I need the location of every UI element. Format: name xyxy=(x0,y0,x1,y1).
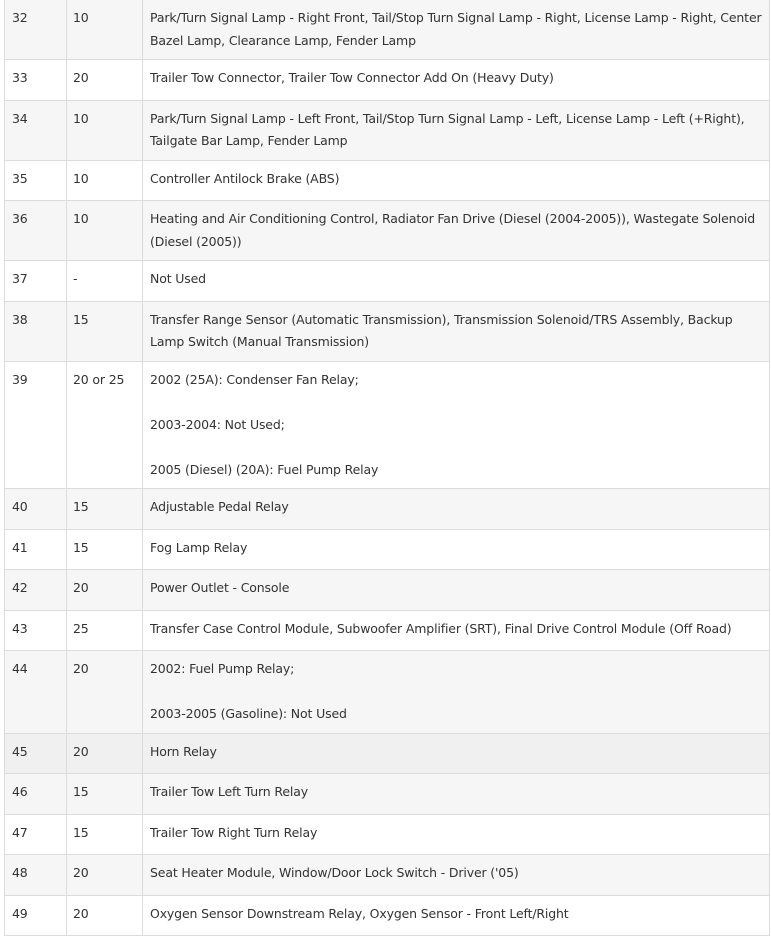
ampere-rating-cell: 10 xyxy=(67,0,143,60)
protected-circuit-cell xyxy=(143,160,770,201)
ampere-rating-cell: 15 xyxy=(67,814,143,855)
ampere-rating-cell: 15 xyxy=(67,529,143,570)
circuit-description: Park/Turn Signal Lamp - Right Front, Tail/Stop Turn Signal Lamp - Right, License Lamp - Right, Center Bazel Lamp, Clearance Lamp, Fender Lamp xyxy=(150,10,762,48)
fuse-number-cell: 48 xyxy=(5,855,67,896)
fuse-number-cell: 41 xyxy=(5,529,67,570)
fuse-number-cell: 42 xyxy=(5,570,67,611)
circuit-description: Horn Relay xyxy=(150,743,217,759)
protected-circuit-cell xyxy=(143,529,770,570)
line-spacer xyxy=(150,391,763,414)
fuse-number-cell: 43 xyxy=(5,610,67,651)
protected-circuit-cell xyxy=(143,570,770,611)
circuit-description: Controller Antilock Brake (ABS) xyxy=(150,170,340,186)
table-row xyxy=(5,60,770,101)
fuse-number-cell: 39 xyxy=(5,361,67,489)
fuse-number-cell: 38 xyxy=(5,301,67,361)
table-row xyxy=(5,100,770,160)
circuit-description: 2003-2004: Not Used; xyxy=(150,416,285,432)
protected-circuit-cell xyxy=(143,301,770,361)
circuit-description: Not Used xyxy=(150,271,206,286)
ampere-rating-cell: 15 xyxy=(67,301,143,361)
ampere-rating-cell: 25 xyxy=(67,610,143,651)
ampere-rating-cell: 20 xyxy=(67,60,143,101)
ampere-rating-cell: 20 xyxy=(67,855,143,896)
protected-circuit-cell xyxy=(143,489,770,530)
table-row xyxy=(5,261,770,302)
table-row xyxy=(5,733,770,774)
ampere-rating-cell: 15 xyxy=(67,774,143,815)
protected-circuit-cell xyxy=(143,733,770,774)
table-row xyxy=(5,895,770,936)
circuit-description: Trailer Tow Connector, Trailer Tow Connector Add On (Heavy Duty) xyxy=(150,70,554,85)
table-row xyxy=(5,361,770,489)
table-row xyxy=(5,160,770,201)
protected-circuit-cell xyxy=(143,651,770,734)
fuse-number-cell: 44 xyxy=(5,651,67,734)
table-row xyxy=(5,301,770,361)
circuit-description: 2003-2005 (Gasoline): Not Used xyxy=(150,706,347,721)
fuse-number-cell: 35 xyxy=(5,160,67,201)
table-row xyxy=(5,201,770,261)
circuit-description: Transfer Range Sensor (Automatic Transmission), Transmission Solenoid/TRS Assembly, Backup Lamp Switch (Manual Transmission) xyxy=(150,311,733,349)
circuit-description: Power Outlet - Console xyxy=(150,580,290,595)
table-row xyxy=(5,814,770,855)
fuse-number-cell: 36 xyxy=(5,201,67,261)
protected-circuit-cell xyxy=(143,0,770,60)
fuse-number-cell: 45 xyxy=(5,733,67,774)
protected-circuit-cell xyxy=(143,201,770,261)
circuit-description: Transfer Case Control Module, Subwoofer Amplifier (SRT), Final Drive Control Module (Off Road) xyxy=(150,620,732,636)
circuit-description: Heating and Air Conditioning Control, Radiator Fan Drive (Diesel (2004-2005)), Wastegate Solenoid (Diesel (2005)) xyxy=(150,211,756,249)
circuit-description: Seat Heater Module, Window/Door Lock Switch - Driver ('05) xyxy=(150,865,519,880)
ampere-rating-cell: 10 xyxy=(67,201,143,261)
ampere-rating-cell: 20 xyxy=(67,733,143,774)
table-row xyxy=(5,651,770,734)
table-row xyxy=(5,489,770,530)
ampere-rating-cell: 20 xyxy=(67,651,143,734)
fuse-number-cell: 47 xyxy=(5,814,67,855)
table-row xyxy=(5,610,770,651)
fuse-number-cell: 34 xyxy=(5,100,67,160)
ampere-rating-cell: 10 xyxy=(67,160,143,201)
protected-circuit-cell xyxy=(143,60,770,101)
fuse-table xyxy=(4,0,770,936)
protected-circuit-cell xyxy=(143,814,770,855)
line-spacer xyxy=(150,681,763,704)
table-row xyxy=(5,855,770,896)
ampere-rating-cell: 10 xyxy=(67,100,143,160)
fuse-number-cell: 37 xyxy=(5,261,67,302)
circuit-description: 2002 (25A): Condenser Fan Relay; xyxy=(150,371,359,387)
table-row xyxy=(5,570,770,611)
ampere-rating-cell: 20 xyxy=(67,570,143,611)
ampere-rating-cell: 20 or 25 xyxy=(67,361,143,489)
protected-circuit-cell xyxy=(143,261,770,302)
protected-circuit-cell xyxy=(143,774,770,815)
circuit-description: Fog Lamp Relay xyxy=(150,539,248,555)
table-row xyxy=(5,529,770,570)
protected-circuit-cell xyxy=(143,361,770,489)
protected-circuit-cell xyxy=(143,100,770,160)
circuit-description: 2005 (Diesel) (20A): Fuel Pump Relay xyxy=(150,461,379,477)
fuse-number-cell: 40 xyxy=(5,489,67,530)
circuit-description: Trailer Tow Left Turn Relay xyxy=(150,784,308,799)
circuit-description: Park/Turn Signal Lamp - Left Front, Tail/Stop Turn Signal Lamp - Left, License Lamp - Left (+Right), Tailgate Bar Lamp, Fender Lamp xyxy=(150,110,745,148)
table-row xyxy=(5,774,770,815)
circuit-description: Adjustable Pedal Relay xyxy=(150,499,289,514)
circuit-description: Trailer Tow Right Turn Relay xyxy=(150,824,318,840)
protected-circuit-cell xyxy=(143,855,770,896)
fuse-number-cell: 46 xyxy=(5,774,67,815)
ampere-rating-cell: 20 xyxy=(67,895,143,936)
ampere-rating-cell: 15 xyxy=(67,489,143,530)
protected-circuit-cell xyxy=(143,610,770,651)
fuse-table-body xyxy=(5,0,770,936)
circuit-description: Oxygen Sensor Downstream Relay, Oxygen Sensor - Front Left/Right xyxy=(150,905,569,921)
circuit-description: 2002: Fuel Pump Relay; xyxy=(150,661,295,676)
fuse-number-cell: 33 xyxy=(5,60,67,101)
line-spacer xyxy=(150,436,763,459)
table-row xyxy=(5,0,770,60)
fuse-number-cell: 32 xyxy=(5,0,67,60)
protected-circuit-cell xyxy=(143,895,770,936)
ampere-rating-cell: - xyxy=(67,261,143,302)
fuse-number-cell: 49 xyxy=(5,895,67,936)
